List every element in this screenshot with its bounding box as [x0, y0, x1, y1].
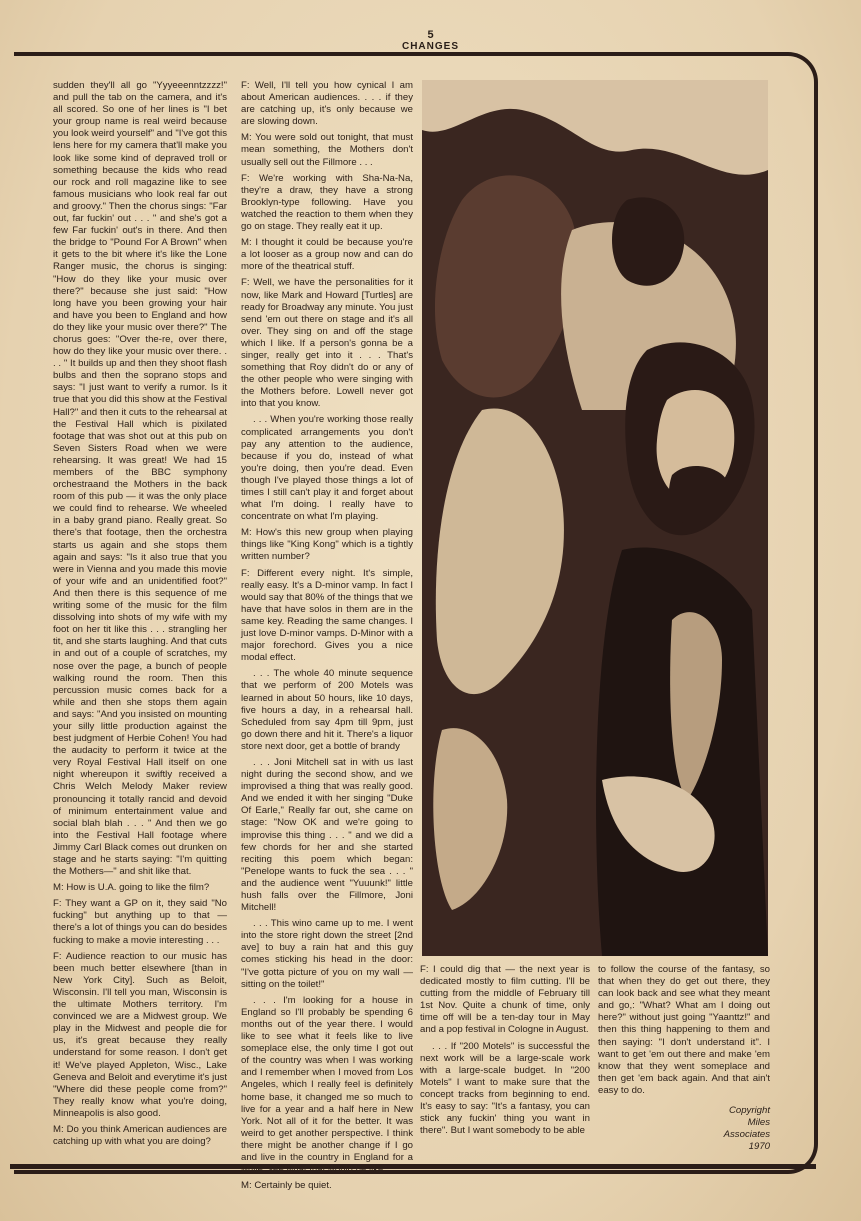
page-number: 5 [427, 29, 434, 41]
paragraph: M: How's this new group when playing things like "King Kong" which is a tightly written number? [241, 527, 413, 563]
paragraph: F: We're working with Sha-Na-Na, they're a draw, they have a strong Brooklyn-type following. Have you watched the reaction to them when they go on stage. They really eat it up. [241, 172, 413, 233]
copyright-line: Associates [723, 1129, 770, 1140]
paragraph: F: Audience reaction to our music has been much better elsewhere [than in New York City]. Such as Beloit, Wisconsin. I'll tell you man, Wisconsin is the ultimate Mothers territory. I'm convinced we are a Midwest group. We play in the Midwest and people die for us, it's great because they really understand for some reason. I don't get it! We've played Appleton, Wisc., Lake Geneva and Beloit and everytime it's just "Where did these people come from?" They really know what you're doing, Minneapolis is also good. [53, 950, 227, 1119]
paragraph: M: You were sold out tonight, that must mean something, the Mothers don't usually sell out the Fillmore . . . [241, 132, 413, 168]
paragraph: F: Well, I'll tell you how cynical I am about American audiences. . . . if they are catching up, it's only because we are slowing down. [241, 80, 413, 128]
paragraph: M: Certainly be quiet. [241, 1180, 332, 1192]
paragraph: . . . If "200 Motels" is successful the next work will be a large-scale work with a large-scale budget. In "200 Motels" I want to make sure that the concept tracks from beginning to end. It's easy to say: "It's a fantasy, you can stick any fuckin' thing you want in there". But I want somebody to be able [420, 1040, 590, 1137]
copyright-notice [690, 1105, 770, 1153]
paragraph: . . . When you're working those really complicated arrangements you don't pay any attention to the audience, because if you do, instead of what you're doing, then you're dead. Even though I've played those things a lot of times I still can't play it and forget about what I'm doing. I really have to concentrate on what I'm playing. [241, 414, 413, 523]
paragraph: sudden they'll all go "Yyyeeenntzzzz!" and pull the tab on the camera, and it's all scored. So one of her lines is "I bet your group name is real weird because you look weird yourself" and "I've got this lens here for my camera that'll make you look like some kind of depraved troll or something because the kids who read our rock and roll magazine like to see famous musicians who look real far out and groovy." Then the chorus sings: "Far out, far fuckin' out . . . " and she's got a few Far fuckin' out's in there. And then the bridge to "Pound For A Brown" when it gets to the bit where it's like the Lone Ranger music, the chorus is singing: "How do they like your music over there?" because she just said: "How long have you been growing your hair and have you been to England and how do they like your music over there?" The chorus goes: "Over the-re, over there, how do they like your music over there. . . . " It builds up and then they shoot flash bulbs and then the soprano stops and says: "I just want to verify a rumor. Is it true that you did this show at the Festival Hall?" and then it cuts to the rehearsal at the Festival Hall which is pixilated footage that was shot out at this pub on Seven Sisters Road when we were rehearsing. It was great! We had 15 members of the BBC symphony orchestraand the Mothers in the back room of this pub — it was the only place we could find to rehearse. We wheeled in a baby grand piano. Really great. So there's that footage, then the orchestra starts us again and she stops them again and says: "Is it also true that you were in Vienna and you made this movie of your wife and an unidentified foot?" And then there is this sequence of me writing some of the music for the film dissolving into shots of my wife with my foot on her tit like this . . . strangling her tit, and she starts laughing. And that cuts in and out of a couple of scratches, my nose over the page, a bunch of people walking round the room. Then this percussion music comes back for a while and then she stops them again and says: "And you insisted on mounting your silly little production against the best judgment of Herbie Cohen! You had the audacity to perform it twice at the very Royal Festival Hall itself on one night whereupon it swiftly received a Chris Welch Melody Maker review pronouncing it totally rancid and devoid of minimum entertainment value and social blah blah . . . " And then we go into the Festival Hall footage where Jimmy Carl Black comes out drunken on stage and he starts saying: "I'm quitting the Mothers—" and shit like that. [53, 80, 227, 878]
paragraph: M: How is U.A. going to like the film? [53, 882, 210, 894]
paragraph: F: Different every night. It's simple, really easy. It's a D-minor vamp. In fact I would say that 80% of the things that we have that have solos in them are in the same key. Reading the same changes. I just love D-minor vamps. D-Minor with a major forechord. Gives you a nice modal effect. [241, 567, 413, 664]
text-column-3 [420, 964, 590, 1141]
copyright-line: 1970 [748, 1141, 770, 1152]
paragraph: F: I could dig that — the next year is dedicated mostly to film cutting. I'll be cutting from the middle of February till 1st Nov. Quite a chunk of time, only time off will be a ten-day tour in May and a pop festival in Cologne in August. [420, 964, 590, 1036]
paragraph: to follow the course of the fantasy, so that when they do get out there, they can look back and see what they meant and go,: "What? What am I doing out here?" without just going "Yaanttz!" and then this thing happening to them and then saying: "I don't understand it". I want to get 'em out there and make 'em know that they went someplace and then get 'em back again. And that ain't easy to do. [598, 964, 770, 1096]
band-photo-image [422, 80, 768, 956]
text-column-4 [598, 964, 770, 1101]
text-column-1 [53, 80, 227, 1152]
text-column-2 [241, 80, 413, 1196]
page-header [0, 30, 861, 53]
paragraph: . . . I'm looking for a house in England so I'll probably be spending 6 months out of the year there. I would like to see what it feels like to live someplace else, the only time I got out of the country was when I was working and I remember when I moved from Los Angeles, which I really feel is definitely home base, it changed me so much to live for a year and a half here in New York. Not all of it for the better. It was weird to get another perspective. I think there might be another change if I go and live in the country in England for a while, see what that would be like. [241, 994, 413, 1176]
paragraph: M: I thought it could be because you're a lot looser as a group now and can do more of the theatrical stuff. [241, 237, 413, 273]
paragraph: M: Do you think American audiences are catching up with what you are doing? [53, 1123, 227, 1148]
copyright-line: Copyright [728, 1105, 770, 1116]
paragraph: F: Well, we have the personalities for it now, like Mark and Howard [Turtles] are ready for Broadway any minute. You just send 'em out there on stage and it's all over. They sing on and off the stage which I like. If a person's gonna be a singer, really get into it . . . That's something that Roy didn't do or any of the other people who were singing with the Mothers before. Lowell never got into that you know. [241, 277, 413, 410]
paragraph: . . . This wino came up to me. I went into the store right down the street [2nd ave] to buy a rain hat and this guy comes sticking his head in the door: "I've gotta picture of you on my wall — sitting on the toilet!" [241, 918, 413, 990]
paragraph: . . . The whole 40 minute sequence that we perform of 200 Motels was learned in about 50 hours, like 10 days, five hours a day, in a rehearsal hall. Scheduled from say 4pm till 9pm, just go down there and hit it. There's a liquor store next door, get a bottle of brandy [241, 668, 413, 752]
band-photo [422, 80, 768, 956]
bottom-rule [10, 1164, 816, 1169]
paragraph: . . . Joni Mitchell sat in with us last night during the second show, and we improvised a thing that was really good. And we ended it with her singing "Duke Of Earle," Really far out, she came on stage: "Now OK and we're going to improvise this thing . . . " and we did a few chords for her and she started reciting this poem which began: "Penelope wants to fuck the sea . . . " and the audience went "Yuuunk!" little hush falls over the Fillmore, Joni Mitchell! [241, 756, 413, 914]
publication-name: CHANGES [401, 41, 459, 52]
copyright-line: Miles [747, 1117, 770, 1128]
paragraph: F: They want a GP on it, they said "No fucking" but anything up to that — there's a lot of things you can do besides fucking to make a movie interesting . . . [53, 898, 227, 946]
